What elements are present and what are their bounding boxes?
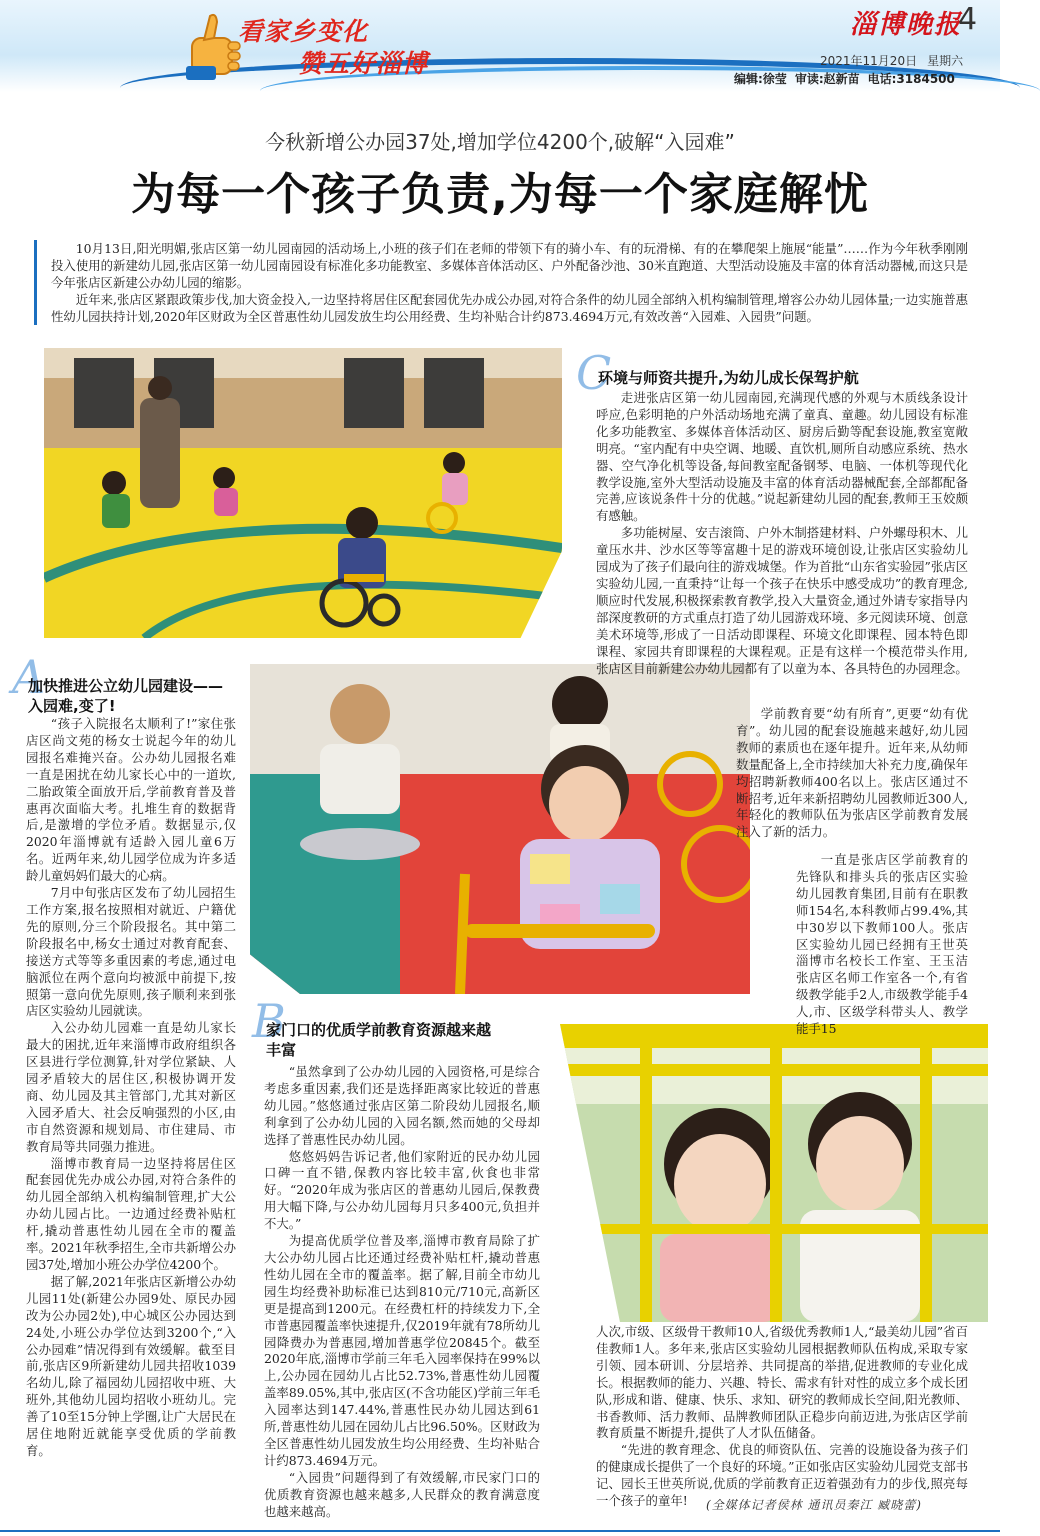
body-paragraph: 走进张店区第一幼儿园南园,充满现代感的外观与木质线条设计呼应,色彩明艳的户外活动场地充满了童真、童趣。幼儿园设有标准化多功能教室、多媒体音体活动区、厨房后勤等配套设施,教室宽敞明亮。“室内配有中央空调、地暖、直饮机,厕所自动感应系统、热水器、空气净化机等设备,每间教室配备钢琴、电脑、一体机等现代化教学设施,室外大型活动设施及丰富的体育活动器械配套,全部都配备完善,应该说条件十分的优越。”说起新建幼儿园的配套,教师王玉姣颇有感触。 xyxy=(596,390,968,524)
section-b-title: 家门口的优质学前教育资源越来越丰富 xyxy=(266,1021,492,1059)
reviewer-name: 审读:赵新苗 xyxy=(794,72,860,86)
issue-date: 2021年11月20日 xyxy=(820,54,918,68)
photo-two-girls xyxy=(560,1024,988,1322)
lead-paragraph: 近年来,张店区紧跟政策步伐,加大资金投入,一边坚持将居住区配套园优先办成公办园,对符合条件的幼儿园全部纳入机构编制管理,增容公办幼儿园体量;一边实施普惠性幼儿园扶持计划,2020年区财政为全区普惠性幼儿园发放生均公用经费、生均补贴合计约873.4694万元,有效改善“入园难、入园贵”问题。 xyxy=(51,292,968,324)
section-c-title: 环境与师资共提升,为幼儿成长保驾护航 xyxy=(598,369,859,387)
bottom-rule xyxy=(0,1530,1000,1532)
body-paragraph: 人次,市级、区级骨干教师10人,省级优秀教师1人,“最美幼儿园”省百佳教师1人。多年来,张店区实验幼儿园根据教师队伍构成,采取专家引领、园本研训、分层培养、共同提高的举措,促进教师的专业化成长。根据教师的能力、兴趣、特长、需求有针对性的成立多个成长团队,形成和谐、健康、快乐、求知、研究的教师成长空间,阳光教师、书香教师、活力教师、品牌教师团队正稳步向前迈进,为张店区学前教育质量不断提升,提供了人才队伍储备。 xyxy=(596,1324,968,1441)
body-paragraph: “孩子入院报名太顺利了!”家住张店区尚文苑的杨女士说起今年的幼儿园报名难掩兴奋。公办幼儿园报名难一直是困扰在幼儿家长心中的一道坎,二胎政策全面放开后,学前教育普及普惠再次面临大考。扎堆生育的数据背后,是激增的学位矛盾。数据显示,仅2020年淄博就有适龄入园儿童6万名。近两年来,幼儿园学位成为许多适龄儿童妈妈们最大的心病。 xyxy=(26,716,236,884)
photo-playground-illustration xyxy=(44,348,562,638)
masthead-slogan: 看家乡变化 xyxy=(238,17,369,46)
thumbs-up-icon xyxy=(184,8,246,82)
section-b-body xyxy=(264,1064,540,1520)
body-paragraph: 多功能树屋、安吉滚筒、户外木制搭建材料、户外螺母积木、儿童压水井、沙水区等等富趣十足的游戏环境创设,让张店区实验幼儿园成为了孩子们最向往的游戏城堡。作为首批“山东省实验园”张店区实验幼儿园,一直秉持“让每一个孩子在快乐中感受成功”的教育理念,顺应时代发展,积极探索教育教学,投入大量资金,通过外请专家指导内部深度教研的方式重点打造了幼儿园游戏环境、多元阅读环境、创意美术环境等,形成了一日活动即课程、环境文化即课程、园本特色即课程、家园共育即课程的大课程观。正是有这样一个模范带头作用,张店区目前新建公办幼儿园都有了以童为本、各具特色的办园理念。 xyxy=(596,525,968,676)
section-c-body-part2 xyxy=(736,706,968,846)
section-a-body xyxy=(26,716,236,1516)
masthead xyxy=(0,0,1000,92)
issue-date-line xyxy=(820,52,973,69)
photo-girl-illustration xyxy=(250,664,750,994)
issue-weekday: 星期六 xyxy=(927,54,964,68)
body-paragraph: 入公办幼儿园难一直是幼儿家长最大的困扰,近年来淄博市政府组织各区县进行学位测算,针对学位紧缺、人园矛盾较大的居住区,积极协调开发商、幼儿园及其主管部门,尤其对新区入园矛盾大、社会反响强烈的小区,由市自然资源和规划局、市住建局、市教育局等共同强力推进。 xyxy=(26,1020,236,1154)
editor-credits xyxy=(734,70,963,87)
photo-playground-tricycles xyxy=(44,348,562,638)
article-byline: (全媒体记者侯林 通讯员秦江 臧晓蕾) xyxy=(706,1498,922,1512)
body-paragraph: 一直是张店区学前教育的先锋队和排头兵的张店区实验幼儿园教育集团,目前有在职教师154名,本科教师占99.4%,其中30岁以下教师100人。张店区实验幼儿园已经拥有王世英淄博市名校长工作室、王玉洁张店区名师工作室各一个,有省级教学能手2人,市级教学能手4人,市、区级学科带头人、教学能手15 xyxy=(796,852,968,1037)
body-paragraph: “虽然拿到了公办幼儿园的入园资格,可是综合考虑多重因素,我们还是选择距离家比较近的普惠幼儿园。”悠悠通过张店区第二阶段幼儿园报名,顺利拿到了公办幼儿园的入园名额,然而她的父母却选择了普惠性民办幼儿园。 xyxy=(264,1064,540,1147)
lead-paragraph: 10月13日,阳光明媚,张店区第一幼儿园南园的活动场上,小班的孩子们在老师的带领下有的骑小车、有的玩滑梯、有的在攀爬架上施展“能量”……作为今年秋季刚刚投入使用的新建幼儿园,张店区第一幼儿园南园设有标准化多功能教室、多媒体音体活动区、户外配备沙池、30米直跑道、大型活动设施及丰富的体育活动器械,而这只是今年张店区新建公办幼儿园的缩影。 xyxy=(51,241,968,290)
body-paragraph: 淄博市教育局一边坚持将居住区配套园优先办成公办园,对符合条件的幼儿园全部纳入机构编制管理,扩大公办幼儿园占比。一边通过经费补贴杠杆,撬动普惠性幼儿园在全市的覆盖率。2021年秋季招生,全市共新增公办园37处,增加小班公办学位4200个。 xyxy=(26,1155,236,1272)
section-a-letter: A xyxy=(12,650,46,704)
body-paragraph: 7月中旬张店区发布了幼儿园招生工作方案,报名按照相对就近、户籍优先的原则,分三个阶段报名。其中第二阶段报名中,杨女士通过对教育配套、接送方式等等多重因素的考虑,通过电脑派位在两个意向均被派中前提下,按照第一意向优先原则,孩子顺利来到张店区实验幼儿园就读。 xyxy=(26,885,236,1019)
photo-girl-on-tricycle xyxy=(250,664,750,994)
body-paragraph: “入园贵”问题得到了有效缓解,市民家门口的优质教育资源也越来越多,人民群众的教育满意度也越来越高。 xyxy=(264,1469,540,1519)
body-paragraph: 为提高优质学位普及率,淄博市教育局除了扩大公办幼儿园占比还通过经费补贴杠杆,撬动普惠性幼儿园在全市的覆盖率。据了解,目前全市幼儿园生均经费补助标准已达到810元/710元,高新区更是提高到1200元。在经费杠杆的持续发力下,全市普惠园覆盖率快速提升,仅2019年就有78所幼儿园降费办为普惠园,增加普惠学位20845个。截至2020年底,淄博市学前三年毛入园率保持在99%以上,公办园在园幼儿占比52.73%,普惠性幼儿园覆盖率89.05%,其中,张店区(不含功能区)学前三年毛入园率达到147.44%,普惠性民办幼儿园达到61所,普惠性幼儿园在园幼儿占比96.50%。区财政为全区普惠性幼儿园发放生均公用经费、生均补贴合计约873.4694万元。 xyxy=(264,1233,540,1468)
newspaper-name: 淄博晚报 xyxy=(850,10,963,40)
section-c-body-part3 xyxy=(796,852,968,1037)
page-number: 4 xyxy=(958,2,978,37)
photo-two-girls-illustration xyxy=(560,1024,988,1322)
article-headline: 为每一个孩子负责,为每一个家庭解忧 xyxy=(131,169,869,220)
section-c-body-part1 xyxy=(596,390,968,700)
body-paragraph: 据了解,2021年张店区新增公办幼儿园11处(新建公办园9处、原民办园改为公办园2处),中心城区公办园达到24处,小班公办学位达到3200个,“入公办园难”情况得到有效缓解。截至目前,张店区9所新建幼儿园共招收1039名幼儿,除了福园幼儿园招收中班、大班外,其他幼儿园均招收小班幼儿。完善了10至15分钟上学圈,让广大居民在居住地附近就能享受优质的学前教育。 xyxy=(26,1273,236,1458)
body-paragraph: 学前教育要“幼有所育”,更要“幼有优育”。幼儿园的配套设施越来越好,幼儿园教师的素质也在逐年提升。近年来,从幼师数量配备上,全市持续加大补充力度,确保年均招聘新教师400名以上。张店区通过不断招考,近年来新招聘幼儿园教师近300人,年轻化的教师队伍为张店区学前教育发展注入了新的活力。 xyxy=(736,706,968,840)
section-b-letter: B xyxy=(252,994,286,1048)
editor-name: 编辑:徐莹 xyxy=(734,72,787,86)
section-a-title: 加快推进公立幼儿园建设——入园难,变了! xyxy=(28,677,224,715)
phone-number: 电话:3184500 xyxy=(867,72,955,86)
article-kicker: 今秋新增公办园37处,增加学位4200个,破解“入园难” xyxy=(265,130,735,154)
section-c-letter: C xyxy=(576,346,612,400)
body-paragraph: 悠悠妈妈告诉记者,他们家附近的民办幼儿园口碑一直不错,保教内容比较丰富,伙食也非常好。“2020年成为张店区的普惠幼儿园后,保教费用大幅下降,与公办幼儿园每月只多400元,负担并不大。” xyxy=(264,1148,540,1232)
body-paragraph: “先进的教育理念、优良的师资队伍、完善的设施设备为孩子们的健康成长提供了一个良好的环境。”正如张店区实验幼儿园党支部书记、园长王世英所说,优质的学前教育正迈着强劲有力的步伐,照亮每一个孩子的童年! xyxy=(596,1442,968,1509)
masthead-slogan: 赞五好淄博 xyxy=(298,49,429,78)
article-lead xyxy=(34,240,968,325)
